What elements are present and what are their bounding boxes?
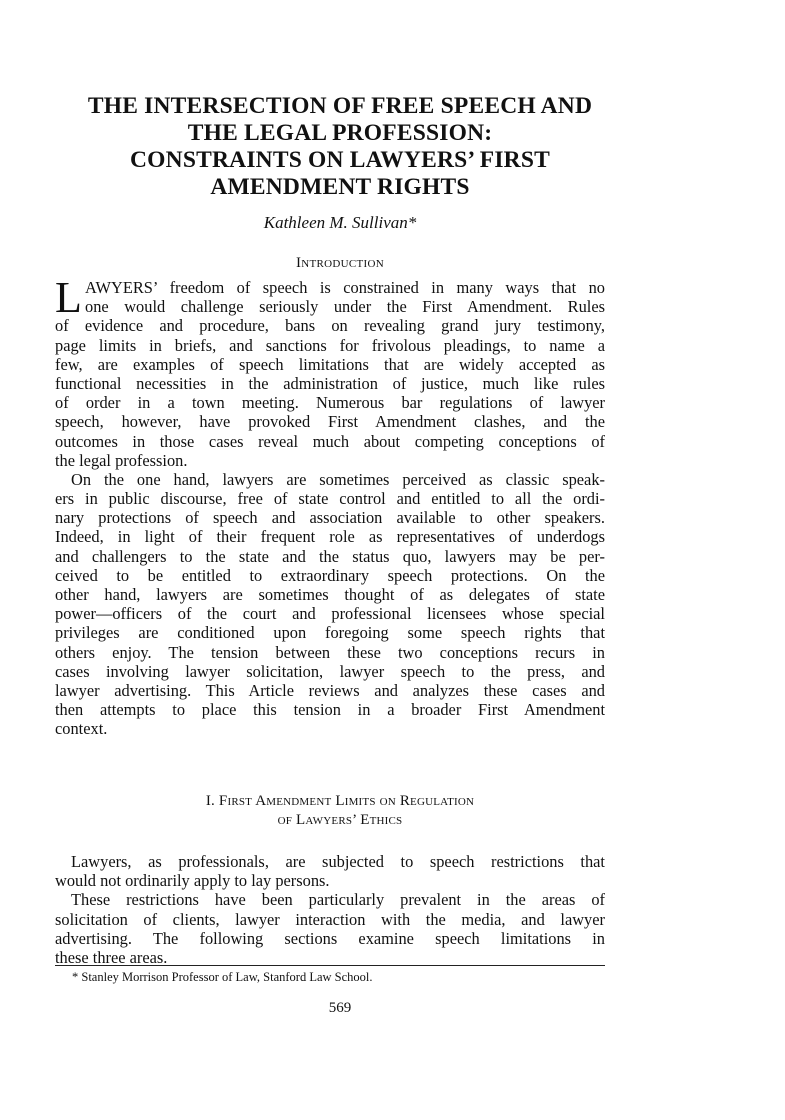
text-line: would not ordinarily apply to lay persons. (55, 871, 330, 891)
text-line: of order in a town meeting. Numerous bar regulations of lawyer (55, 393, 605, 413)
text-line: Indeed, in light of their frequent role as representatives of underdogs (55, 527, 605, 547)
text-line: power—officers of the court and professional licensees whose special (55, 604, 605, 624)
text-line: context. (55, 719, 108, 739)
text-line: Lawyers, as professionals, are subjected to speech restrictions that (71, 852, 605, 871)
text-line: page limits in briefs, and sanctions for frivolous pleadings, to name a (55, 335, 605, 355)
text-line: L AWYERS’ freedom of speech is constrained in many ways that no (55, 273, 605, 322)
text-line: the legal profession. (55, 450, 188, 470)
introduction-heading: Introduction (295, 255, 385, 271)
section-heading (60, 792, 620, 830)
section-heading-line: of Lawyers’ Ethics (277, 812, 403, 828)
text-line: then attempts to place this tension in a broader First Amendment (55, 700, 605, 720)
article-title (60, 93, 620, 201)
page-number: 569 (328, 1000, 352, 1016)
text-line: outcomes in those cases reveal much about competing conceptions of (55, 431, 605, 451)
text-line: cases involving lawyer solicitation, lawyer speech to the press, and (55, 661, 605, 681)
text-line: of evidence and procedure, bans on revealing grand jury testimony, (55, 316, 605, 336)
author-name: Kathleen M. Sullivan* (263, 213, 417, 232)
text-line: ers in public discourse, free of state control and entitled to all the ordi- (55, 489, 605, 509)
title-line: THE INTERSECTION OF FREE SPEECH AND (87, 93, 593, 119)
text-line: these three areas. (55, 947, 168, 967)
text-line: lawyer advertising. This Article reviews and analyzes these cases and (55, 680, 605, 700)
text-line: one would challenge seriously under the First Amendment. Rules (85, 297, 605, 317)
title-line: THE LEGAL PROFESSION: (187, 120, 493, 146)
introduction-body (55, 273, 605, 739)
section-body (55, 852, 605, 967)
footnote: * Stanley Morrison Professor of Law, Stanford Law School. (72, 970, 373, 984)
title-line: AMENDMENT RIGHTS (210, 174, 470, 200)
title-line: CONSTRAINTS ON LAWYERS’ FIRST (130, 147, 550, 173)
text-line: other hand, lawyers are sometimes thought of as delegates of state (55, 585, 605, 604)
text-line: others enjoy. The tension between these two conceptions recurs in (55, 642, 605, 662)
text-line: ceived to be entitled to extraordinary speech protections. On the (55, 565, 605, 585)
text-line: and challengers to the state and the status quo, lawyers may be per- (55, 546, 605, 566)
text-line: advertising. The following sections examine speech limitations in (55, 928, 605, 948)
text-line: few, are examples of speech limitations that are widely accepted as (55, 354, 605, 374)
text-line: speech, however, have provoked First Amendment clashes, and the (55, 412, 605, 432)
footnote-divider (55, 965, 605, 966)
drop-cap: L (55, 273, 82, 322)
text-line: On the one hand, lawyers are sometimes perceived as classic speak- (71, 469, 605, 489)
text-line: privileges are conditioned upon foregoing some speech rights that (55, 623, 605, 643)
text-line: These restrictions have been particularly prevalent in the areas of (71, 890, 605, 910)
text-line: functional necessities in the administration of justice, much like rules (55, 373, 605, 393)
text-line: solicitation of clients, lawyer interaction with the media, and lawyer (55, 909, 605, 929)
text-line: nary protections of speech and association available to other speakers. (55, 508, 605, 528)
section-heading-line: I. First Amendment Limits on Regulation (205, 793, 475, 809)
